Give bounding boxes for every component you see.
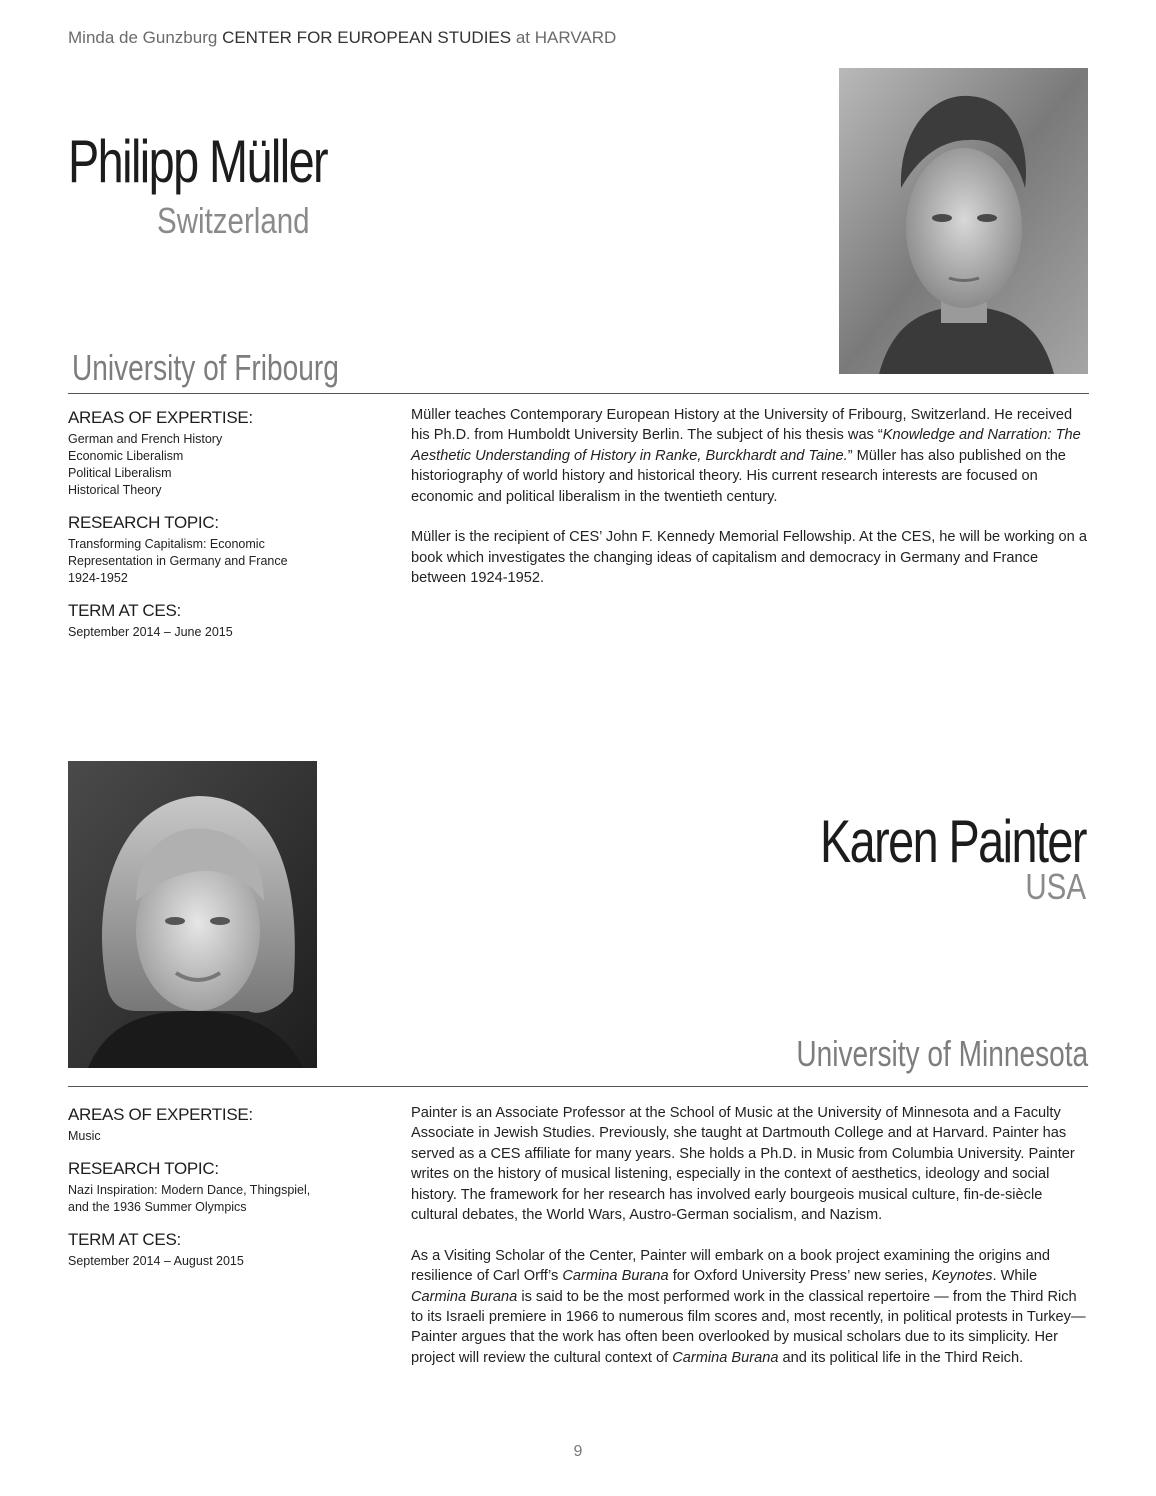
profile1-portrait-image xyxy=(839,68,1088,374)
profile1-country: Switzerland xyxy=(157,200,310,241)
bio-text: . While xyxy=(992,1268,1038,1285)
profile2-country: USA xyxy=(1025,866,1086,907)
term-heading: TERM AT CES: xyxy=(68,601,181,620)
profile2-divider xyxy=(68,1086,1088,1087)
bio-text: As a Visiting Scholar of the Center, Painter will embark on a book project examining the origins and resilience of Carl Orff’s xyxy=(411,1247,1050,1285)
profile1-photo xyxy=(839,68,1088,374)
expertise-item: Political Liberalism xyxy=(68,466,172,480)
profile1-bio xyxy=(411,405,1089,609)
profile2-bio-paragraph-1: Painter is an Associate Professor at the School of Music at the University of Minnesota and a Faculty Associate in Jewish Studies. Previously, she taught at Dartmouth College and at Harvard. Painter has served as a CES affiliate for many years. She holds a Ph.D. in Music from Columbia University. Painter writes on the history of musical listening, especially in the context of aesthetics, ideology and social history. The framework for her research has involved early bourgeois musical culture, fin-de-siècle cultural debates, the World Wars, Austro-German socialism, and Nazism. xyxy=(411,1105,1075,1224)
research-line: 1924-1952 xyxy=(68,571,128,585)
profile1-name: Philipp Müller xyxy=(68,128,328,195)
research-line: and the 1936 Summer Olympics xyxy=(68,1200,247,1214)
bio-text: is said to be the most performed work in the classical repertoire — from the Third Rich to its Israeli premiere in 1966 to numerous film scores and, most recently, in political protests in Turkey— Painter argues that the work has often been overlooked by musical scholars due to its simplicity. Her project will review the cultural context of xyxy=(411,1288,1086,1366)
bio-text: for Oxford University Press’ new series, xyxy=(668,1268,932,1285)
header-part3: at HARVARD xyxy=(515,28,617,47)
research-line: Transforming Capitalism: Economic xyxy=(68,537,265,551)
profile2-expertise-section xyxy=(68,1105,388,1145)
expertise-heading: AREAS OF EXPERTISE: xyxy=(68,1105,253,1124)
header-part1: Minda de Gunzburg xyxy=(68,28,218,47)
profile2-name: Karen Painter xyxy=(820,808,1086,875)
expertise-item: German and French History xyxy=(68,432,223,446)
profile1-bio-paragraph-1 xyxy=(411,405,1089,507)
profile1-expertise-section xyxy=(68,408,388,499)
profile1-term-section xyxy=(68,601,388,641)
bio-text: and its political life in the Third Reich. xyxy=(778,1349,1024,1366)
bio-text: Müller teaches Contemporary European History at the University of Fribourg, Switzerland. He received his Ph.D. from Humboldt University Berlin. The subject of his thesis was “ xyxy=(411,407,1073,444)
profile1-divider xyxy=(68,393,1089,394)
profile2-bio xyxy=(411,1103,1089,1389)
profile2-portrait-image xyxy=(68,761,317,1068)
work-title: Carmina Burana xyxy=(411,1288,518,1305)
term-value: September 2014 – June 2015 xyxy=(68,625,233,639)
profile1-university: University of Fribourg xyxy=(72,347,339,388)
research-line: Nazi Inspiration: Modern Dance, Thingspiel, xyxy=(68,1183,311,1197)
page-number: 9 xyxy=(573,1443,583,1460)
profile2-photo xyxy=(68,761,317,1068)
series-title: Keynotes xyxy=(931,1268,993,1285)
expertise-item: Historical Theory xyxy=(68,483,162,497)
profile1-sidebar xyxy=(68,408,388,655)
research-line: Representation in Germany and France xyxy=(68,554,288,568)
research-heading: RESEARCH TOPIC: xyxy=(68,1159,219,1178)
research-heading: RESEARCH TOPIC: xyxy=(68,513,219,532)
bio-text: ” Müller has also published on the historiography of world history and historical theory. His current research interests are focused on economic and political liberalism in the twentieth century. xyxy=(411,447,1066,505)
expertise-heading: AREAS OF EXPERTISE: xyxy=(68,408,253,427)
expertise-item: Music xyxy=(68,1129,101,1143)
thesis-title: Knowledge and Narration: The Aesthetic Understanding of History in Ranke, Burckhardt and Taine. xyxy=(411,427,1081,464)
work-title: Carmina Burana xyxy=(672,1349,779,1366)
profile1-research-section xyxy=(68,513,388,587)
page-header xyxy=(68,28,616,48)
expertise-item: Economic Liberalism xyxy=(68,449,184,463)
term-value: September 2014 – August 2015 xyxy=(68,1254,244,1268)
profile2-bio-paragraph-2 xyxy=(411,1246,1089,1368)
profile1-bio-paragraph-2: Müller is the recipient of CES’ John F. Kennedy Memorial Fellowship. At the CES, he will be working on a book which investigates the changing ideas of capitalism and democracy in Germany and France between 1924-1952. xyxy=(411,529,1087,587)
work-title: Carmina Burana xyxy=(562,1268,669,1285)
profile2-university: University of Minnesota xyxy=(796,1033,1088,1074)
profile2-term-section xyxy=(68,1230,388,1270)
profile2-sidebar xyxy=(68,1105,388,1284)
profile2-research-section xyxy=(68,1159,388,1216)
header-part2: CENTER FOR EUROPEAN STUDIES xyxy=(222,28,512,47)
term-heading: TERM AT CES: xyxy=(68,1230,181,1249)
